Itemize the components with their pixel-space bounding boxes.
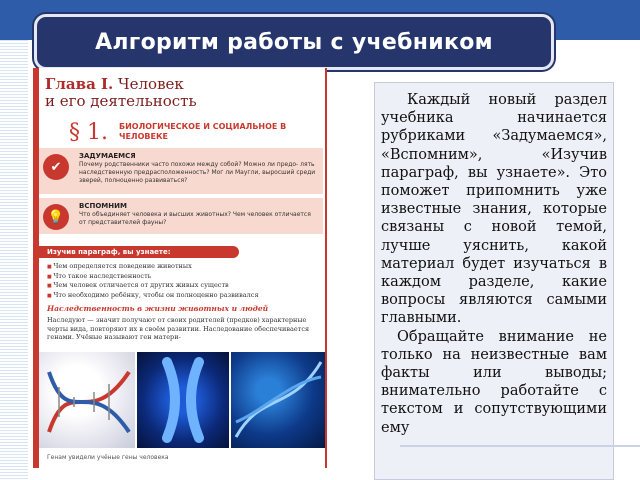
body-text: Наследуют — значит получают от своих родителей (предков) характерные черты вида, повторяют их в своём развитии. Наследование обеспечивается генами. Учёные называют ген матери- [47,316,310,341]
rubric-recall-text: Что объединяет человека и высших животных? Чем человек отличается от представителей фауны? [79,211,311,226]
rubric-recall [39,198,323,234]
section-number: § 1. [69,120,108,145]
explanation-paragraph-1: Каждый новый раздел учебника начинается рубриками «Задумаемся», «Вспомним», «Изучив параграф, вы узнаете». Это поможет припомнить уже известные знания, которые связаны с новой темой, лучше уяснить, какой материал будет изучаться в каждом разделе, какие вопросы являются самыми главными. [381,92,607,327]
explanation-paragraph-2: Обращайте внимание не только на неизвестные вам факты или выводы; внимательно работайте с текстом и сопутствующими ему [381,328,607,436]
checkmark-icon: ✔ [43,154,69,180]
chapter-title-line1: Человек [118,75,184,93]
lightbulb-icon: 💡 [43,204,69,230]
list-item: ■ Что необходимо ребёнку, чтобы он полноценно развивался [47,291,317,301]
photo-caption: Генам увидели учёные гены человека [47,454,169,461]
dna-strand-photo [231,352,325,448]
list-item: ■ Чем человек отличается от других живых существ [47,281,317,291]
chapter-label: Глава I. [45,75,114,93]
decorative-bar [400,445,640,447]
page-edge [325,68,327,468]
learn-heading: Изучив параграф, вы узнаете: [39,246,239,258]
rubric-think [39,148,323,194]
title-banner [34,14,554,70]
decorative-lines [0,40,28,480]
dna-helix-photo [39,352,135,448]
list-item: ■ Чем определяется поведение животных [47,262,317,272]
subheading: Наследственность в жизни животных и людей [47,304,269,313]
learn-list [47,262,317,300]
slide-title: Алгоритм работы с учебником [95,29,493,55]
rubric-recall-heading: ВСПОМНИМ [79,202,127,210]
explanation-textbox [374,82,614,480]
rubric-think-text: Почему родственники часто похожи между собой? Можно ли предо- лять наследственную предрасположенность? Мог ли Маугли, выросший среди зверей, полноценно развиваться? [79,161,316,184]
photo-strip [39,352,325,452]
section-title: БИОЛОГИЧЕСКОЕ И СОЦИАЛЬНОЕ В ЧЕЛОВЕКЕ [119,122,287,141]
list-item: ■ Что такое наследственность [47,272,317,282]
rubric-think-heading: ЗАДУМАЕМСЯ [79,152,136,160]
chapter-title-line2: и его деятельность [45,92,197,110]
chromosome-photo [137,352,229,448]
chapter-heading [45,76,197,110]
textbook-page-image [33,68,327,468]
